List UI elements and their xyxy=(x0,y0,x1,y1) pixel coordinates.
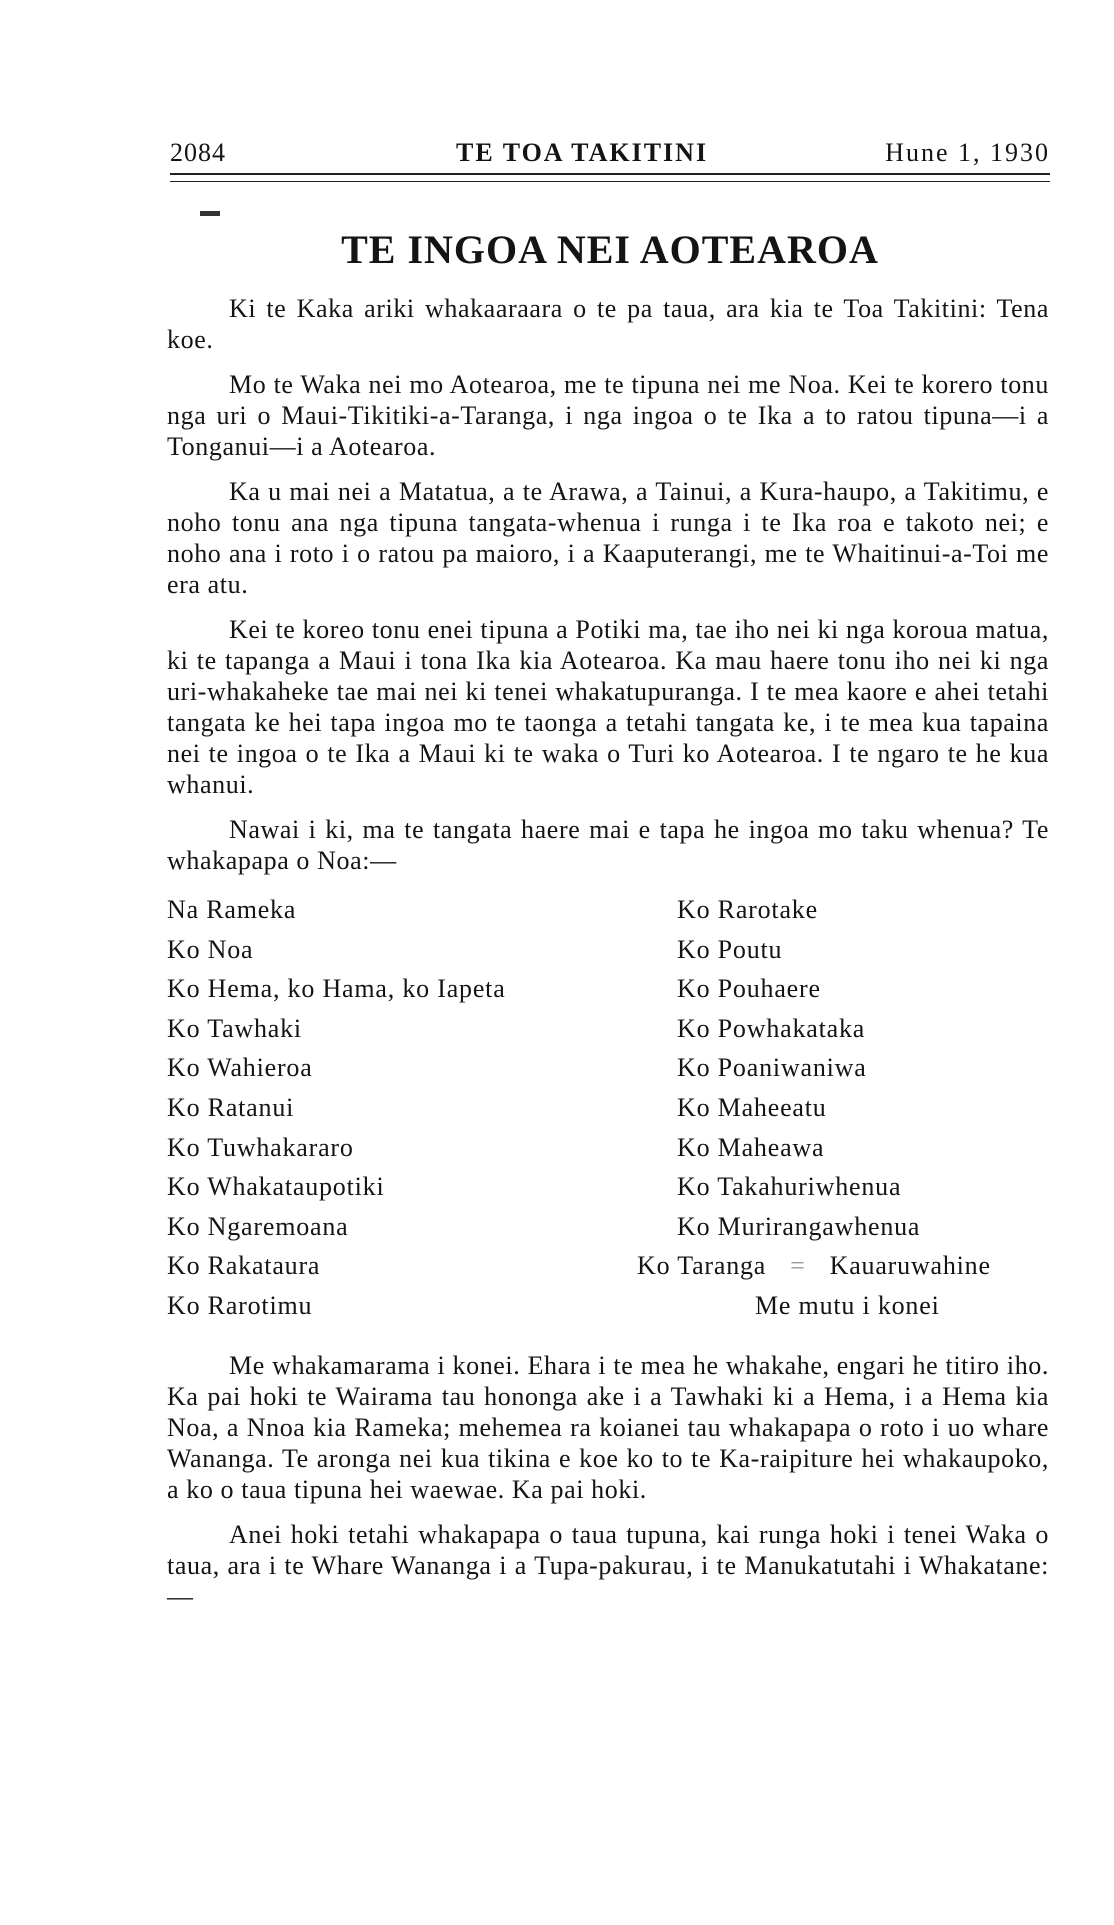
marriage-sign: = xyxy=(790,1251,806,1281)
paragraph: Mo te Waka nei mo Aotearoa, me te tipuna nei me Noa. Kei te korero tonu nga uri o Maui-Tikitiki-a-Taranga, i nga ingoa o te Ika a to ratou tipuna—i a Tonganui—i a Aotearoa. xyxy=(167,370,1049,461)
running-header xyxy=(170,138,1050,172)
genealogy-entry: Ko Maheawa xyxy=(677,1132,825,1162)
header-rule-thin xyxy=(170,181,1050,182)
genealogy-entry: Na Rameka xyxy=(167,895,297,924)
genealogy-entry: Ko Noa xyxy=(167,934,254,964)
paragraph: Me whakamarama i konei. Ehara i te mea he whakahe, engari he titiro iho. Ka pai hoki te Wairama tau hononga ake i a Tawhaki ki a Hema, i a Hema kia Noa, a Nnoa kia Rameka; mehemea ra koianei tau whakapapa o roto i uo whare Wananga. Te aronga nei kua tikina e koe ko to te Ka-raipiture hei whakaupoko, a ko o taua tipuna hei waewae. Ka pai hoki. xyxy=(167,1351,1049,1504)
genealogy-entry: Ko Takahuriwhenua xyxy=(677,1172,902,1202)
genealogy-pair-left: Ko Taranga xyxy=(637,1251,767,1281)
genealogy-entry: Ko Maheeatu xyxy=(677,1092,827,1122)
genealogy-entry: Ko Ngaremoana xyxy=(167,1211,349,1241)
genealogy-pair-right: Kauaruwahine xyxy=(829,1251,991,1281)
paragraph: Nawai i ki, ma te tangata haere mai e tapa he ingoa mo taku whenua? Te whakapapa o Noa:— xyxy=(167,815,1049,875)
genealogy-entry: Ko Rarotimu xyxy=(167,1290,313,1320)
paragraph: Ka u mai nei a Matatua, a te Arawa, a Tainui, a Kura-haupo, a Takitimu, e noho tonu ana nga tipuna tangata-whenua i runga i te Ika roa e takoto nei; e noho ana i roto i o ratou pa maioro, i a Kaaputerangi, me te Whaitinui-a-Toi me era atu. xyxy=(167,477,1049,599)
genealogy-entry: Ko Hema, ko Hama, ko Iapeta xyxy=(167,974,506,1004)
genealogy-right-column xyxy=(637,890,1049,1326)
genealogy-entry: Ko Pouhaere xyxy=(677,974,821,1004)
genealogy-entry: Ko Rarotake xyxy=(677,895,818,924)
genealogy-entry: Ko Powhakataka xyxy=(677,1013,866,1043)
genealogy-entry: Ko Poutu xyxy=(677,934,783,964)
genealogy-entry: Ko Whakataupotiki xyxy=(167,1172,385,1202)
paragraph: Ki te Kaka ariki whakaaraara o te pa taua, ara kia te Toa Takitini: Tena koe. xyxy=(167,294,1049,354)
genealogy-entry: Ko Tawhaki xyxy=(167,1013,302,1043)
article-heading: TE INGOA NEI AOTEAROA xyxy=(341,227,879,272)
genealogy-entry: Ko Rakataura xyxy=(167,1251,321,1281)
genealogy-end-note: Me mutu i konei xyxy=(755,1290,940,1320)
paragraph: Anei hoki tetahi whakapapa o taua tupuna, kai runga hoki i tenei Waka o taua, ara i te Whare Wananga i a Tupa-pakurau, i te Manukatutahi i Whakatane:— xyxy=(167,1520,1049,1611)
article-body xyxy=(167,293,1049,1626)
header-rule xyxy=(170,173,1050,175)
genealogy-entry: Ko Wahieroa xyxy=(167,1053,313,1083)
genealogy-marriage-entry xyxy=(637,1246,1049,1286)
paragraph: Kei te koreo tonu enei tipuna a Potiki ma, tae iho nei ki nga koroua matua, ki te tapanga a Maui i tona Ika kia Aotearoa. Ka mau haere tonu iho nei ki nga uri-whakaheke tae mai nei ki tenei whakatupuranga. I te mea kaore e ahei tetahi tangata ke hei tapa ingoa mo te taonga a tetahi tangata ke, i te mea kua tapaina nei te ingoa o te Ika a Maui ki te waka o Turi ko Aotearoa. I te ngaro te he kua whanui. xyxy=(167,615,1049,799)
issue-date: Hune 1, 1930 xyxy=(885,138,1050,167)
genealogy-entry: Ko Tuwhakararo xyxy=(167,1132,354,1162)
genealogy-entry: Ko Ratanui xyxy=(167,1092,295,1122)
page-number: 2084 xyxy=(170,138,226,167)
print-mark xyxy=(200,211,220,216)
publication-title: TE TOA TAKITINI xyxy=(456,138,709,167)
genealogy-table xyxy=(167,890,1049,1330)
genealogy-entry: Ko Poaniwaniwa xyxy=(677,1053,867,1083)
genealogy-entry: Ko Murirangawhenua xyxy=(677,1211,921,1241)
genealogy-left-column xyxy=(167,890,627,1326)
